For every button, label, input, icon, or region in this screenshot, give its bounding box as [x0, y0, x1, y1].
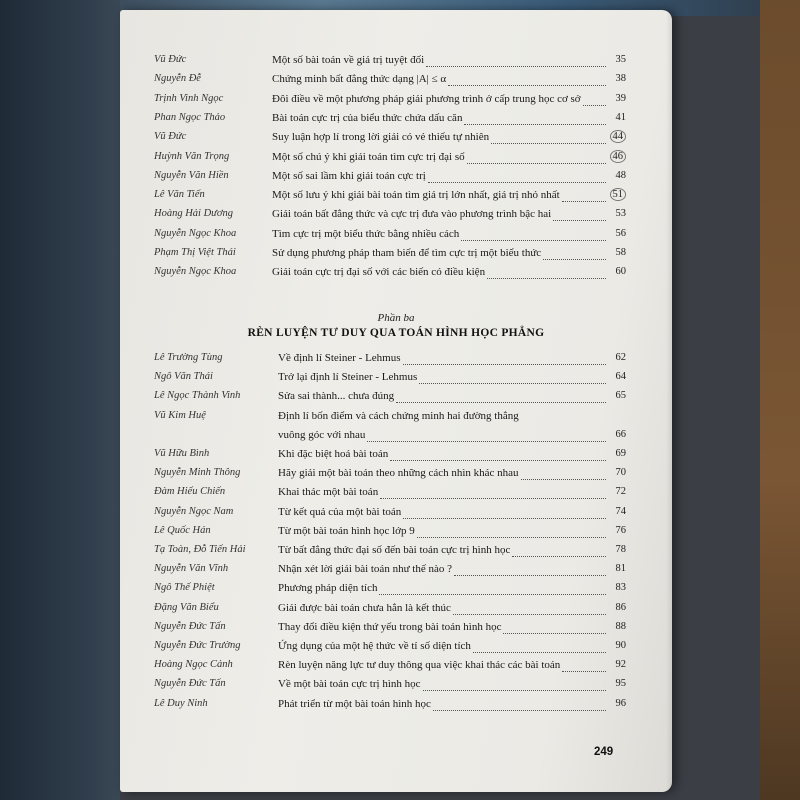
toc-leader-dots — [367, 441, 606, 442]
toc-page-number — [602, 582, 626, 593]
toc-title: Giải được bài toán chưa hẳn là kết thúc — [278, 601, 451, 614]
toc-author: Vũ Đức — [154, 131, 187, 143]
toc-title: Rèn luyện năng lực tư duy thông qua việc khai thác các bài toán — [278, 659, 561, 672]
toc-author: Đặng Văn Biểu — [154, 601, 219, 613]
toc-title: Một số chú ý khi giải toán tìm cực trị đại số — [272, 150, 465, 163]
toc-page-number — [602, 228, 626, 239]
toc-entry — [154, 467, 634, 487]
page-number-text: 39 — [615, 92, 626, 104]
page-number-text: 66 — [615, 428, 626, 440]
toc-page-number — [602, 151, 626, 162]
toc-entry — [154, 486, 634, 506]
toc-page-number — [602, 563, 626, 574]
toc-leader-dots — [562, 201, 606, 202]
page-number-text: 41 — [615, 111, 626, 123]
toc-entry — [154, 54, 634, 74]
toc-entry — [154, 112, 634, 132]
toc-leader-dots — [553, 220, 606, 221]
toc-author: Lê Trường Tùng — [154, 352, 223, 363]
toc-entry — [154, 131, 634, 151]
toc-page-number — [602, 247, 626, 258]
toc-entry — [154, 563, 634, 583]
toc-entry — [154, 266, 634, 286]
toc-page-number — [602, 170, 626, 181]
toc-page-number — [602, 93, 626, 104]
toc-entry — [154, 73, 634, 93]
toc-entry — [154, 698, 634, 718]
toc-entry — [154, 506, 634, 526]
toc-author: Lê Văn Tiến — [154, 189, 205, 201]
background-right — [760, 0, 800, 800]
page-number-text: 96 — [615, 697, 626, 709]
toc-author: Nguyễn Minh Thông — [154, 467, 241, 479]
toc-author: Ngô Văn Thái — [154, 371, 213, 383]
toc-entry — [154, 525, 634, 545]
toc-page-number — [602, 602, 626, 613]
toc-page-number — [602, 544, 626, 555]
toc-entry — [154, 189, 634, 209]
toc-entry — [154, 247, 634, 267]
toc-leader-dots — [428, 182, 606, 183]
toc-leader-dots — [473, 652, 606, 653]
toc-page-number — [602, 467, 626, 478]
part-title: RÈN LUYỆN TƯ DUY QUA TOÁN HÌNH HỌC PHẲNG — [247, 327, 545, 339]
page-edge — [666, 10, 672, 792]
toc-author: Ngô Thế Phiệt — [154, 582, 215, 594]
toc-leader-dots — [419, 383, 606, 384]
toc-page-number — [602, 54, 626, 65]
toc-author: Phan Ngọc Thảo — [154, 111, 226, 123]
page-number-text: 76 — [615, 524, 626, 536]
toc-title: Về định lí Steiner - Lehmus — [278, 352, 401, 364]
toc-author: Phạm Thị Việt Thái — [154, 247, 236, 258]
toc-title: Thay đổi điều kiện thứ yếu trong bài toán hình học — [278, 620, 502, 633]
page-number-text: 69 — [615, 448, 626, 459]
circled-page-number: 51 — [610, 188, 627, 201]
toc-leader-dots — [448, 85, 606, 86]
toc-page-number — [602, 525, 626, 536]
page-number-text: 74 — [615, 505, 626, 517]
toc-entry — [154, 640, 634, 660]
toc-entry — [154, 621, 634, 641]
toc-leader-dots — [562, 671, 606, 672]
toc-page-number — [602, 678, 626, 689]
page-number: 249 — [594, 746, 614, 758]
toc-author: Trịnh Vinh Ngọc — [154, 92, 224, 104]
toc-leader-dots — [417, 537, 606, 538]
toc-leader-dots — [521, 479, 606, 480]
toc-page-number — [602, 429, 626, 440]
toc-leader-dots — [454, 575, 606, 576]
page-number-text: 72 — [615, 486, 626, 498]
toc-title: Bài toán cực trị của biểu thức chứa dấu căn — [272, 111, 463, 124]
toc-author: Nguyễn Văn Vĩnh — [154, 563, 229, 575]
toc-title: Hãy giải một bài toán theo những cách nhìn khác nhau — [278, 467, 519, 480]
toc-entry — [154, 410, 634, 430]
toc-entry — [154, 390, 634, 410]
circled-page-number: 46 — [610, 150, 627, 163]
toc-entry — [154, 678, 634, 698]
toc-page-number — [602, 371, 626, 382]
circled-page-number: 44 — [610, 130, 627, 143]
toc-page-number — [602, 448, 626, 459]
toc-leader-dots — [453, 614, 606, 615]
toc-leader-dots — [403, 518, 606, 519]
toc-leader-dots — [396, 402, 606, 403]
toc-entry — [154, 448, 634, 468]
page-number-text: 92 — [615, 659, 626, 671]
toc-author: Nguyễn Ngọc Khoa — [154, 227, 237, 239]
toc-title: Sửa sai thành... chưa đúng — [278, 390, 395, 403]
toc-author: Nguyễn Ngọc Nam — [154, 505, 234, 517]
toc-title: Chứng minh bất đẳng thức dạng |A| ≤ α — [272, 73, 447, 86]
toc-author: Tạ Toàn, Đỗ Tiến Hải — [154, 544, 246, 555]
part-heading: Phần ba — [377, 312, 415, 324]
toc-page-number — [602, 266, 626, 277]
toc-page-number — [602, 73, 626, 84]
toc-entry — [154, 582, 634, 602]
toc-leader-dots — [379, 594, 606, 595]
toc-leader-dots — [503, 633, 606, 634]
toc-author: Nguyễn Đức Tấn — [154, 678, 226, 690]
toc-leader-dots — [380, 498, 606, 499]
page-number-text: 83 — [615, 582, 626, 594]
toc-title: Khai thác một bài toán — [278, 486, 379, 499]
toc-page-number — [602, 112, 626, 123]
toc-page-number — [602, 640, 626, 651]
page-number-text: 58 — [615, 247, 626, 258]
toc-leader-dots — [461, 240, 606, 241]
page-number-text: 38 — [615, 73, 626, 85]
toc-leader-dots — [464, 124, 606, 125]
toc-author: Vũ Hữu Bình — [154, 448, 210, 459]
toc-title: Một số sai lầm khi giải toán cực trị — [272, 169, 426, 182]
toc-page-number — [602, 659, 626, 670]
background-left — [0, 0, 120, 800]
toc-title: Giải toán cực trị đại số với các biến có điều kiện — [272, 266, 486, 279]
toc-author: Lê Ngọc Thành Vinh — [154, 390, 241, 402]
toc-entry — [154, 602, 634, 622]
toc-title: Sử dụng phương pháp tham biến để tìm cực trị một biểu thức — [272, 247, 542, 259]
toc-page-number — [602, 352, 626, 363]
book-page — [120, 10, 672, 792]
toc-title: Từ bất đẳng thức đại số đến bài toán cực trị hình học — [278, 544, 511, 556]
toc-leader-dots — [426, 66, 606, 67]
toc-author: Nguyễn Văn Hiền — [154, 169, 229, 181]
toc-title: Tìm cực trị một biểu thức bằng nhiều cách — [272, 227, 460, 240]
toc-author: Lê Duy Ninh — [154, 697, 208, 709]
page-number-text: 81 — [615, 563, 626, 575]
toc-leader-dots — [583, 105, 606, 106]
page-number-text: 48 — [615, 169, 626, 181]
toc-leader-dots — [512, 556, 606, 557]
toc-page-number — [602, 390, 626, 401]
page-number-text: 56 — [615, 227, 626, 239]
toc-title: Phát triển từ một bài toán hình học — [278, 697, 431, 710]
toc-entry — [154, 151, 634, 171]
page-number-text: 95 — [615, 678, 626, 690]
toc-author: Nguyễn Đức Trường — [154, 640, 241, 651]
toc-leader-dots — [491, 143, 606, 144]
page-number-text: 62 — [615, 352, 626, 363]
toc-entry — [154, 93, 634, 113]
page-number-text: 60 — [615, 266, 626, 278]
page-number-text: 70 — [615, 467, 626, 479]
toc-entry — [154, 544, 634, 564]
toc-author: Đàm Hiếu Chiến — [154, 486, 226, 498]
toc-title: Về một bài toán cực trị hình học — [278, 678, 421, 691]
toc-title: Suy luận hợp lí trong lời giải có vẻ thiếu tự nhiên — [272, 131, 490, 144]
toc-title: Từ một bài toán hình học lớp 9 — [278, 524, 415, 537]
toc-page-number — [602, 506, 626, 517]
toc-author: Lê Quốc Hán — [154, 524, 211, 536]
page-number-text: 65 — [615, 390, 626, 402]
toc-entry — [154, 429, 634, 449]
toc-leader-dots — [403, 364, 606, 365]
toc-entry — [154, 352, 634, 372]
toc-title: Khi đặc biệt hoá bài toán — [278, 448, 389, 460]
toc-entry — [154, 371, 634, 391]
toc-page-number — [602, 621, 626, 632]
page-number-text: 64 — [615, 371, 626, 383]
toc-entry — [154, 208, 634, 228]
toc-title: Ứng dụng của một hệ thức về tỉ số diện tích — [278, 640, 471, 652]
toc-author: Vũ Đức — [154, 54, 187, 65]
toc-page-number — [602, 189, 626, 200]
toc-title: Nhận xét lời giải bài toán như thế nào ? — [278, 563, 452, 576]
toc-title: Đôi điều về một phương pháp giải phương trình ở cấp trung học cơ sở — [272, 92, 581, 105]
toc-leader-dots — [543, 259, 606, 260]
toc-author: Hoàng Hải Dương — [154, 208, 233, 220]
toc-leader-dots — [433, 710, 606, 711]
page-number-text: 90 — [615, 640, 626, 651]
toc-entry — [154, 170, 634, 190]
page-number-text: 35 — [615, 54, 626, 65]
toc-title: Phương pháp diện tích — [278, 582, 378, 595]
toc-entry — [154, 659, 634, 679]
page-number-text: 53 — [615, 208, 626, 220]
toc-page-number — [602, 486, 626, 497]
toc-page-number — [602, 698, 626, 709]
toc-title: Một số lưu ý khi giải bài toán tìm giá trị lớn nhất, giá trị nhỏ nhất — [272, 189, 560, 202]
toc-page-number — [602, 208, 626, 219]
page-number-text: 88 — [615, 620, 626, 632]
toc-title: Từ kết quả của một bài toán — [278, 505, 402, 518]
toc-author: Nguyễn Ngọc Khoa — [154, 266, 237, 278]
toc-page-number — [602, 131, 626, 142]
toc-leader-dots — [487, 278, 606, 279]
page-number-text: 78 — [615, 544, 626, 555]
toc-author: Huỳnh Văn Trọng — [154, 150, 230, 162]
page-number-text: 86 — [615, 601, 626, 613]
toc-entry — [154, 228, 634, 248]
toc-leader-dots — [390, 460, 606, 461]
toc-author: Hoàng Ngọc Cảnh — [154, 659, 233, 671]
toc-author: Nguyễn Đễ — [154, 73, 201, 85]
toc-title: Trở lại định lí Steiner - Lehmus — [278, 371, 418, 384]
toc-author: Nguyễn Đức Tấn — [154, 620, 226, 632]
toc-title: Giải toán bất đẳng thức và cực trị đưa vào phương trình bậc hai — [272, 208, 552, 221]
toc-title: Định lí bốn điểm và cách chứng minh hai đường thẳng — [278, 409, 519, 422]
toc-leader-dots — [467, 163, 606, 164]
toc-title: Một số bài toán về giá trị tuyệt đối — [272, 54, 425, 66]
toc-leader-dots — [423, 690, 606, 691]
toc-author: Vũ Kim Huệ — [154, 409, 206, 421]
toc-title: vuông góc với nhau — [278, 428, 366, 441]
